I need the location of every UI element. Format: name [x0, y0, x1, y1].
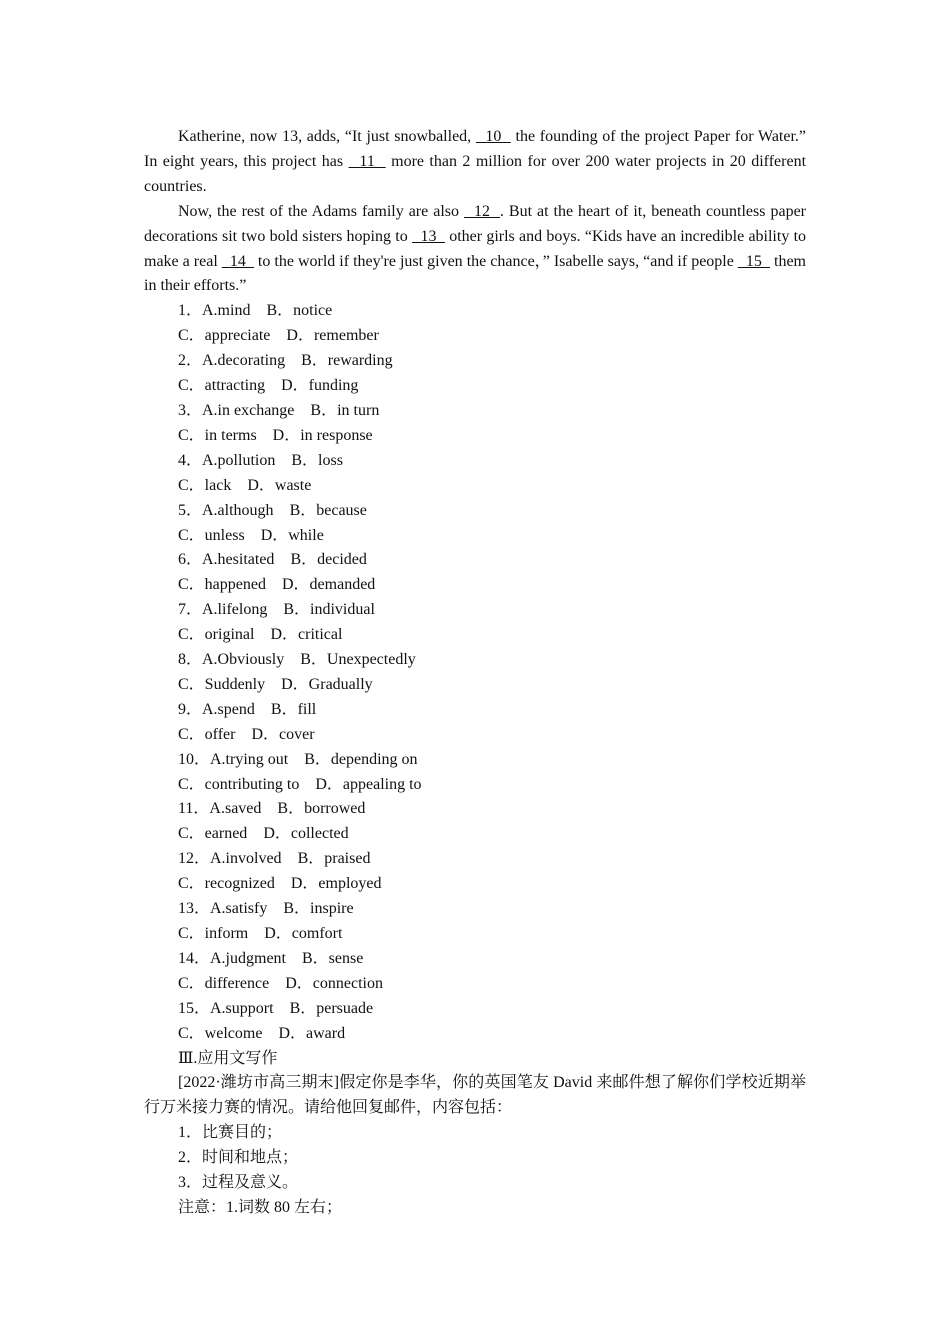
- question-line-cd: [144, 822, 806, 847]
- passage-text: more than 2 million for over 200 water projects in 20 different countries.: [144, 152, 807, 195]
- question-line-ab: [144, 399, 806, 424]
- option-a: 8．A.Obviously: [178, 651, 285, 669]
- option-b: B．Unexpectedly: [300, 651, 416, 669]
- blank-13: 13: [411, 227, 445, 245]
- question-line-cd: [144, 673, 806, 698]
- blank-11: 11: [348, 152, 386, 170]
- writing-point: 3．过程及意义。: [178, 1174, 299, 1192]
- passage-text: Katherine, now 13, adds, “It just snowballed,: [178, 128, 476, 145]
- question-line-cd: [144, 623, 806, 648]
- option-c: C．difference: [178, 974, 270, 992]
- question-line-ab: [144, 598, 806, 623]
- option-b: B．rewarding: [301, 352, 393, 370]
- passage-paragraph-2: [144, 200, 806, 300]
- question-line-cd: [144, 773, 806, 798]
- option-c: C．appreciate: [178, 327, 271, 345]
- question-line-ab: [144, 499, 806, 524]
- option-b: B．persuade: [289, 999, 374, 1017]
- blank-15: 15: [737, 252, 770, 270]
- option-b: B．praised: [297, 850, 371, 868]
- question-list: [144, 299, 806, 1046]
- option-c: C．attracting: [178, 377, 266, 395]
- option-a: 13．A.satisfy: [178, 900, 268, 918]
- blank-10: 10: [475, 128, 511, 145]
- option-d: D．critical: [270, 626, 343, 644]
- option-a: 6．A.hesitated: [178, 551, 275, 569]
- option-a: 7．A.lifelong: [178, 601, 268, 619]
- writing-point: 2．时间和地点；: [178, 1149, 299, 1167]
- option-a: 5．A.although: [178, 501, 274, 519]
- option-b: B．borrowed: [277, 800, 366, 818]
- option-d: D．demanded: [281, 576, 376, 594]
- option-d: D．employed: [290, 875, 382, 893]
- question-line-cd: [144, 324, 806, 349]
- question-line-cd: [144, 573, 806, 598]
- option-a: 11．A.saved: [178, 800, 262, 818]
- option-c: C．offer: [178, 725, 236, 743]
- option-c: C．welcome: [178, 1024, 263, 1042]
- option-c: C．inform: [178, 925, 249, 942]
- option-b: B．sense: [302, 949, 364, 967]
- option-b: B．inspire: [283, 900, 354, 918]
- note-item-1: 1.词数 80 左右；: [226, 1198, 343, 1216]
- option-c: C．contributing to: [178, 775, 300, 793]
- section-heading: Ⅲ.应用文写作: [178, 1049, 278, 1067]
- question-line-cd: [144, 872, 806, 897]
- option-b: B．fill: [270, 700, 317, 718]
- option-b: B．individual: [283, 601, 375, 619]
- option-a: 10．A.trying out: [178, 750, 289, 768]
- option-d: D．award: [278, 1024, 346, 1042]
- passage-text: . But at the heart of it, beneath countless paper decorations sit two bold sisters hoping to: [144, 202, 806, 245]
- option-d: D．in response: [272, 426, 373, 444]
- question-line-ab: [144, 698, 806, 723]
- option-c: C．original: [178, 626, 255, 644]
- option-a: 3．A.in exchange: [178, 401, 295, 419]
- option-b: B．depending on: [304, 750, 418, 768]
- option-d: D．cover: [251, 725, 315, 743]
- option-d: D．waste: [247, 476, 312, 494]
- option-c: C．in terms: [178, 426, 257, 444]
- option-b: B．notice: [266, 302, 333, 320]
- option-a: 9．A.spend: [178, 700, 255, 718]
- question-line-ab: [144, 548, 806, 573]
- question-line-ab: [144, 897, 806, 922]
- passage-text: Now, the rest of the Adams family are also: [178, 202, 464, 220]
- option-d: D．while: [260, 526, 324, 544]
- question-line-ab: [144, 947, 806, 972]
- question-line-ab: [144, 349, 806, 374]
- blank-12: 12: [463, 202, 500, 220]
- option-c: C．recognized: [178, 875, 275, 893]
- option-a: 15．A.support: [178, 999, 274, 1017]
- question-line-ab: [144, 648, 806, 673]
- writing-note: [144, 1196, 806, 1221]
- passage-text: the founding of the project Paper for Water.” In eight years, this project has: [144, 128, 807, 170]
- option-d: D．appealing to: [315, 775, 422, 793]
- option-d: D．comfort: [264, 925, 343, 942]
- question-line-ab: [144, 299, 806, 324]
- option-c: C．happened: [178, 576, 266, 594]
- question-line-cd: [144, 374, 806, 399]
- option-a: 12．A.involved: [178, 850, 282, 868]
- document-page: [144, 125, 806, 1221]
- passage-paragraph-1: [144, 125, 806, 200]
- writing-point: 1．比赛目的；: [178, 1124, 283, 1142]
- option-d: D．connection: [285, 974, 383, 992]
- option-d: D．Gradually: [281, 675, 373, 693]
- option-a: 2．A.decorating: [178, 352, 286, 370]
- option-c: C．lack: [178, 476, 232, 494]
- option-a: 14．A.judgment: [178, 949, 286, 967]
- passage-text: other girls and boys. “Kids have an incredible ability to make a real: [144, 227, 807, 270]
- option-c: C．Suddenly: [178, 675, 266, 693]
- question-line-ab: [144, 847, 806, 872]
- passage-text: them in their efforts.”: [144, 252, 806, 295]
- option-b: B．in turn: [310, 401, 380, 419]
- option-b: B．decided: [290, 551, 367, 569]
- option-b: B．because: [289, 501, 367, 519]
- option-b: B．loss: [291, 451, 343, 469]
- question-line-cd: [144, 424, 806, 449]
- question-line-cd: [144, 922, 806, 947]
- question-line-cd: [144, 1022, 806, 1047]
- blank-14: 14: [221, 252, 254, 270]
- option-d: D．funding: [281, 377, 359, 395]
- option-d: D．collected: [263, 825, 349, 843]
- question-line-ab: [144, 449, 806, 474]
- question-line-ab: [144, 797, 806, 822]
- option-d: D．remember: [286, 327, 379, 345]
- option-a: 4．A.pollution: [178, 451, 276, 469]
- question-line-cd: [144, 972, 806, 997]
- writing-prompt: [2022·潍坊市高三期末]假定你是李华，你的英国笔友 David 来邮件想了解你们学校近期举行万米接力赛的情况。请给他回复邮件，内容包括：: [144, 1074, 806, 1117]
- note-label: 注意：: [178, 1198, 227, 1216]
- question-line-ab: [144, 748, 806, 773]
- option-c: C．earned: [178, 825, 248, 843]
- option-c: C．unless: [178, 526, 245, 544]
- option-a: 1．A.mind: [178, 302, 251, 320]
- question-line-cd: [144, 524, 806, 549]
- passage-text: to the world if they're just given the chance，” Isabelle says, “and if people: [253, 252, 738, 270]
- question-line-cd: [144, 723, 806, 748]
- question-line-ab: [144, 997, 806, 1022]
- question-line-cd: [144, 474, 806, 499]
